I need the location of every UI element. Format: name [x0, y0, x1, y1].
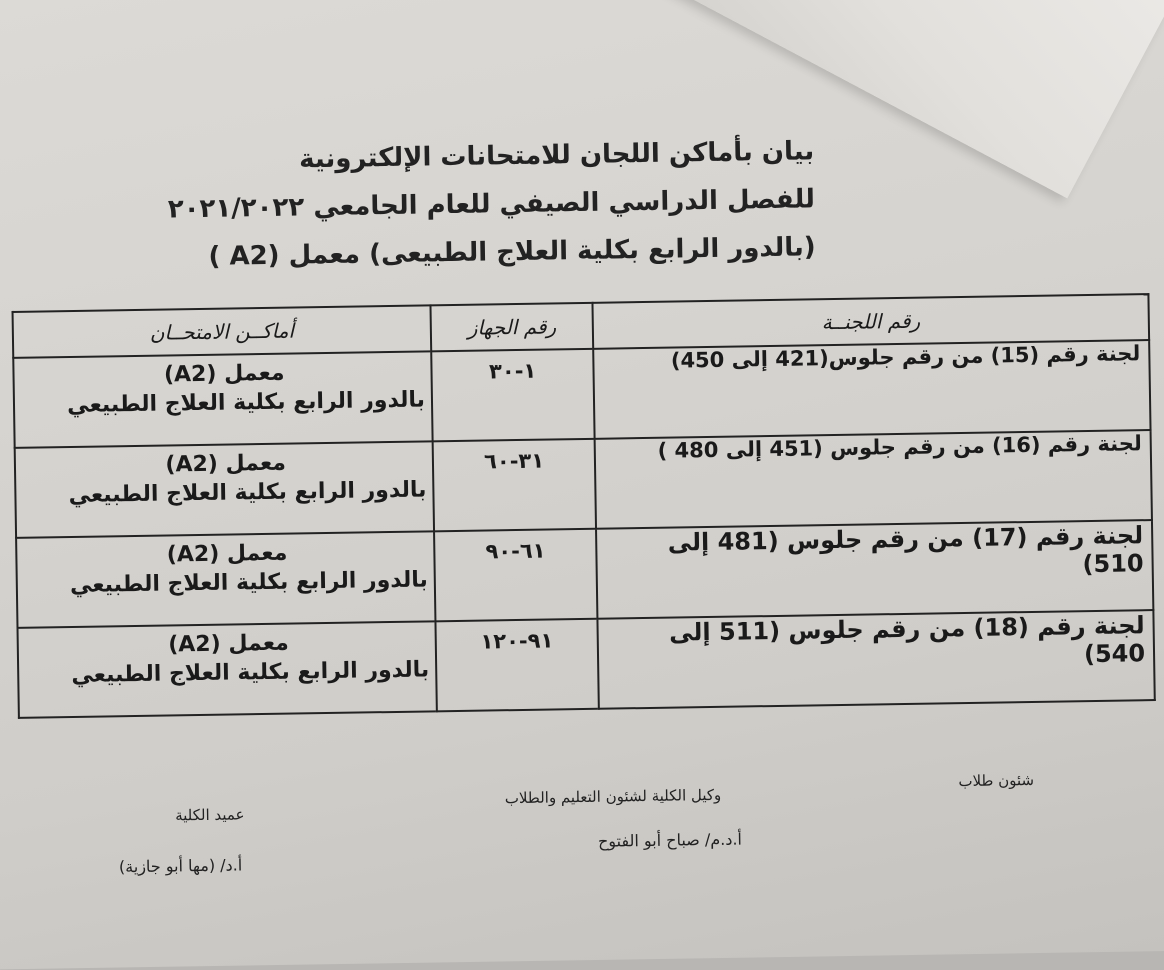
committee-cell: لجنة رقم (15) من رقم جلوس(421 إلى 450)	[593, 340, 1150, 439]
table-row	[18, 610, 1155, 718]
document-title: بيان بأماكن اللجان للامتحانات الإلكترونية	[298, 136, 815, 175]
exam-place-cell	[18, 621, 437, 718]
floor-location: بالدور الرابع بكلية العلاج الطبيعي	[68, 477, 427, 509]
floor-location: بالدور الرابع بكلية العلاج الطبيعي	[69, 567, 428, 599]
device-range-cell: ٣١-٦٠	[433, 439, 597, 532]
device-range-cell: ٩١-١٢٠	[435, 619, 599, 712]
dean-title: عميد الكلية	[174, 805, 245, 825]
document-subtitle: للفصل الدراسي الصيفي للعام الجامعي ٢٠٢١/٢٠٢٢	[167, 184, 816, 225]
committee-cell: لجنة رقم (18) من رقم جلوس (511 إلى 540)	[598, 610, 1155, 709]
document-location-line: (بالدور الرابع بكلية العلاج الطبيعى) معمل (A2 )	[208, 232, 816, 272]
exam-place-cell	[13, 351, 432, 448]
student-affairs-signature-label: شئون طلاب	[958, 770, 1035, 791]
lab-name: معمل (A2)	[168, 630, 289, 658]
device-range-cell: ٦١-٩٠	[434, 529, 598, 622]
device-range-cell: ١-٣٠	[431, 349, 595, 442]
lab-name: معمل (A2)	[163, 360, 285, 388]
floor-location: بالدور الرابع بكلية العلاج الطبيعي	[71, 657, 430, 689]
floor-location: بالدور الرابع بكلية العلاج الطبيعي	[67, 387, 426, 419]
column-header-committee: رقم اللجنــة	[593, 294, 1149, 349]
committee-cell: لجنة رقم (16) من رقم جلوس (451 إلى 480 )	[595, 430, 1152, 529]
committees-table	[12, 293, 1156, 719]
table-row	[13, 340, 1150, 448]
exam-place-cell	[15, 441, 434, 538]
column-header-device: رقم الجهاز	[430, 303, 593, 352]
lab-name: معمل (A2)	[166, 540, 288, 568]
dean-name: أ.د/ (مها أبو جازية)	[118, 855, 243, 877]
vice-dean-name: أ.د.م/ صباح أبو الفتوح	[597, 829, 743, 851]
lab-name: معمل (A2)	[165, 450, 287, 478]
exam-place-cell	[16, 531, 435, 628]
column-header-exam-place: أماكــن الامتحــان	[13, 305, 432, 358]
table-row	[16, 520, 1153, 628]
vice-dean-title: وكيل الكلية لشئون التعليم والطلاب	[504, 785, 722, 808]
committee-cell: لجنة رقم (17) من رقم جلوس (481 إلى 510)	[596, 520, 1153, 619]
